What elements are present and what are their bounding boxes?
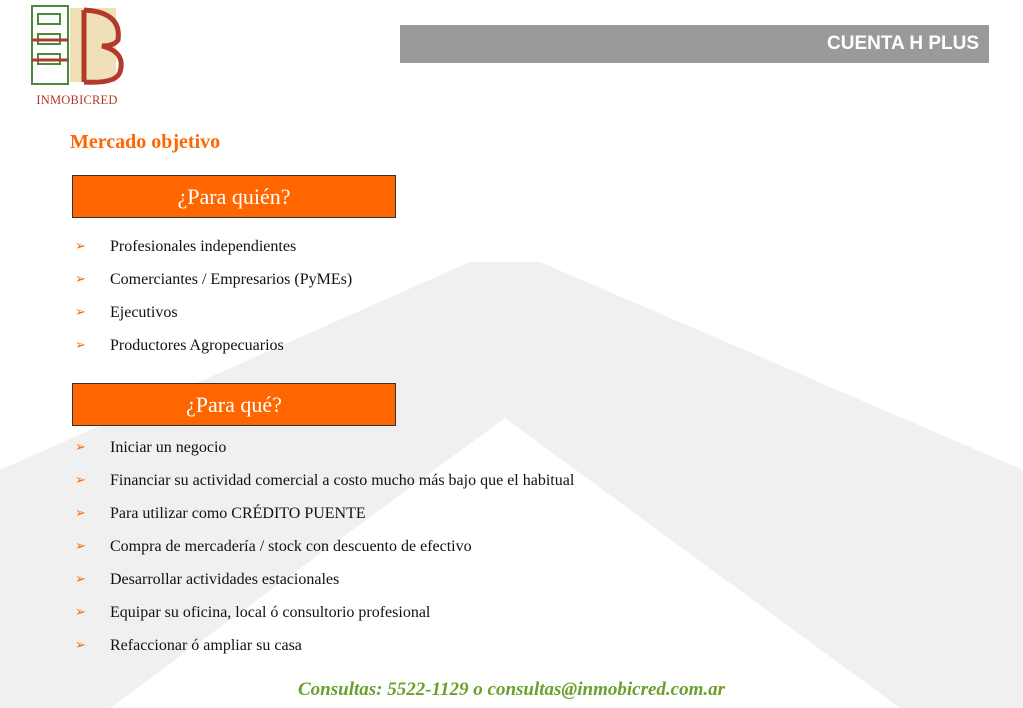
arrow-bullet-icon: ➢ bbox=[75, 506, 86, 521]
arrow-bullet-icon: ➢ bbox=[75, 572, 86, 587]
logo-text: INMOBICRED bbox=[36, 93, 118, 107]
arrow-bullet-icon: ➢ bbox=[75, 473, 86, 488]
para-quien-heading: ¿Para quién? bbox=[72, 175, 396, 218]
contact-footer: Consultas: 5522-1129 o consultas@inmobicred.com.ar bbox=[298, 679, 725, 700]
arrow-bullet-icon: ➢ bbox=[75, 239, 86, 254]
arrow-bullet-icon: ➢ bbox=[75, 539, 86, 554]
arrow-bullet-icon: ➢ bbox=[75, 440, 86, 455]
para-que-heading: ¿Para qué? bbox=[72, 383, 396, 426]
arrow-bullet-icon: ➢ bbox=[75, 638, 86, 653]
header-title: CUENTA H PLUS bbox=[827, 33, 979, 54]
header-bar bbox=[400, 25, 989, 63]
arrow-bullet-icon: ➢ bbox=[75, 605, 86, 620]
section-title: Mercado objetivo bbox=[70, 131, 221, 153]
inmobicred-logo bbox=[22, 0, 132, 112]
arrow-bullet-icon: ➢ bbox=[75, 272, 86, 287]
logo-mark-icon bbox=[22, 0, 132, 95]
arrow-bullet-icon: ➢ bbox=[75, 338, 86, 353]
arrow-bullet-icon: ➢ bbox=[75, 305, 86, 320]
